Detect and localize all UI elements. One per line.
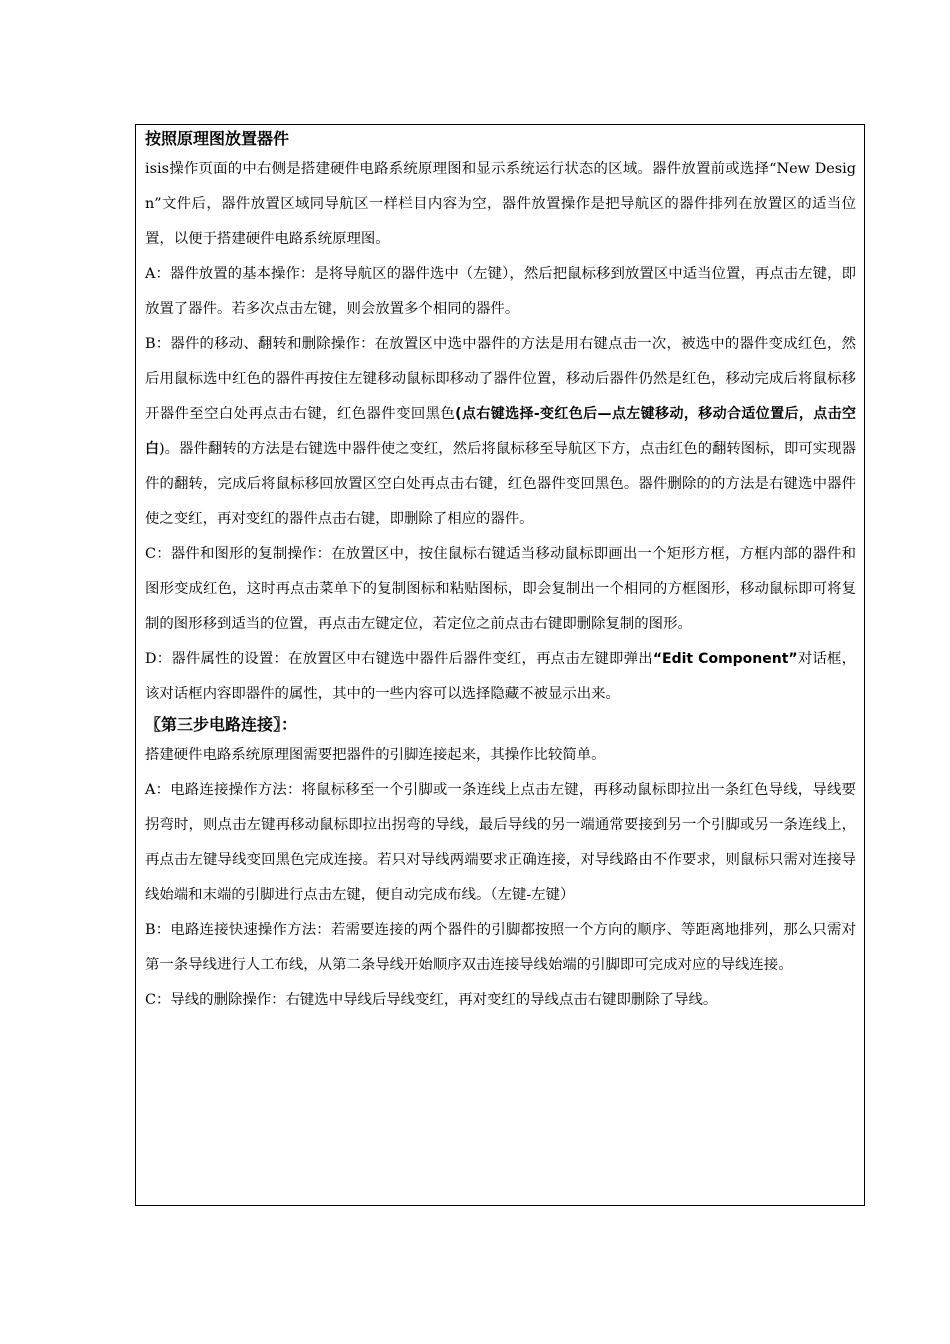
item-b-bold-note: (点右键选择-变红色后—点左键移动，移动合适位置后，点击空白 (145, 406, 856, 457)
paragraph-item-d (145, 642, 856, 712)
paragraph-item-c: C：器件和图形的复制操作：在放置区中，按住鼠标右键适当移动鼠标即画出一个矩形方框，方框内部的器件和图形变成红色，这时再点击菜单下的复制图标和粘贴图标，即会复制出一个相同的方框图形，移动鼠标即可将复制的图形移到适当的位置，再点击左键定位，若定位之前点击右键即删除复制的图形。 (145, 546, 856, 632)
paragraph-connection-intro: 搭建硬件电路系统原理图需要把器件的引脚连接起来，其操作比较简单。 (145, 747, 606, 763)
item-b-text-2: )。器件翻转的方法是右键选中器件使之变红，然后将鼠标移至导航区下方，点击红色的翻转图标，即可实现器件的翻转，完成后将鼠标移回放置区空白处再点击右键，红色器件变回黑色。器件删除的的方法是右键选中器件使之变红，再对变红的器件点击右键，即删除了相应的器件。 (145, 441, 856, 527)
paragraph-item-a: A：器件放置的基本操作：是将导航区的器件选中（左键），然后把鼠标移到放置区中适当位置，再点击左键，即放置了器件。若多次点击左键，则会放置多个相同的器件。 (145, 266, 856, 317)
item-b-text-1: B：器件的移动、翻转和删除操作：在放置区中选中器件的方法是用右键点击一次，被选中的器件变成红色，然后用鼠标选中红色的器件再按住左键移动鼠标即移动了器件位置，移动后器件仍然是红色，移动完成后将鼠标移开器件至空白处再点击右键，红色器件变回黑色 (145, 336, 856, 422)
item-d-bold-dialog-name: “Edit Component” (652, 651, 798, 667)
section-heading-circuit-connection: 〖第三步电路连接〗： (145, 715, 298, 734)
paragraph-connection-item-a: A：电路连接操作方法：将鼠标移至一个引脚或一条连线上点击左键，再移动鼠标即拉出一条红色导线，导线要拐弯时，则点击左键再移动鼠标即拉出拐弯的导线，最后导线的另一端通常要接到另一个引脚或另一条连线上，再点击左键导线变回黑色完成连接。若只对导线两端要求正确连接，对导线路由不作要求，则鼠标只需对连接导线始端和末端的引脚进行点击左键，便自动完成布线。（左键-左键） (145, 782, 856, 903)
paragraph-connection-item-b: B：电路连接快速操作方法：若需要连接的两个器件的引脚都按照一个方向的顺序、等距离地排列，那么只需对第一条导线进行人工布线，从第二条导线开始顺序双击连接导线始端的引脚即可完成对应的导线连接。 (145, 922, 856, 973)
item-d-text-2: 对话框，该对话框内容即器件的属性，其中的一些内容可以选择隐藏不被显示出来。 (145, 651, 856, 702)
paragraph-intro: isis操作页面的中右侧是搭建硬件电路系统原理图和显示系统运行状态的区域。器件放置前或选择“New Design”文件后，器件放置区域同导航区一样栏目内容为空，器件放置操作是把导航区的器件排列在放置区的适当位置，以便于搭建硬件电路系统原理图。 (145, 161, 856, 247)
paragraph-item-b (145, 327, 856, 537)
content-table-cell (135, 124, 865, 1206)
section-heading-place-components: 按照原理图放置器件 (145, 129, 290, 148)
item-d-text-1: D：器件属性的设置：在放置区中右键选中器件后器件变红，再点击左键即弹出 (145, 651, 653, 667)
paragraph-connection-item-c: C：导线的删除操作：右键选中导线后导线变红，再对变红的导线点击右键即删除了导线。 (145, 992, 718, 1008)
